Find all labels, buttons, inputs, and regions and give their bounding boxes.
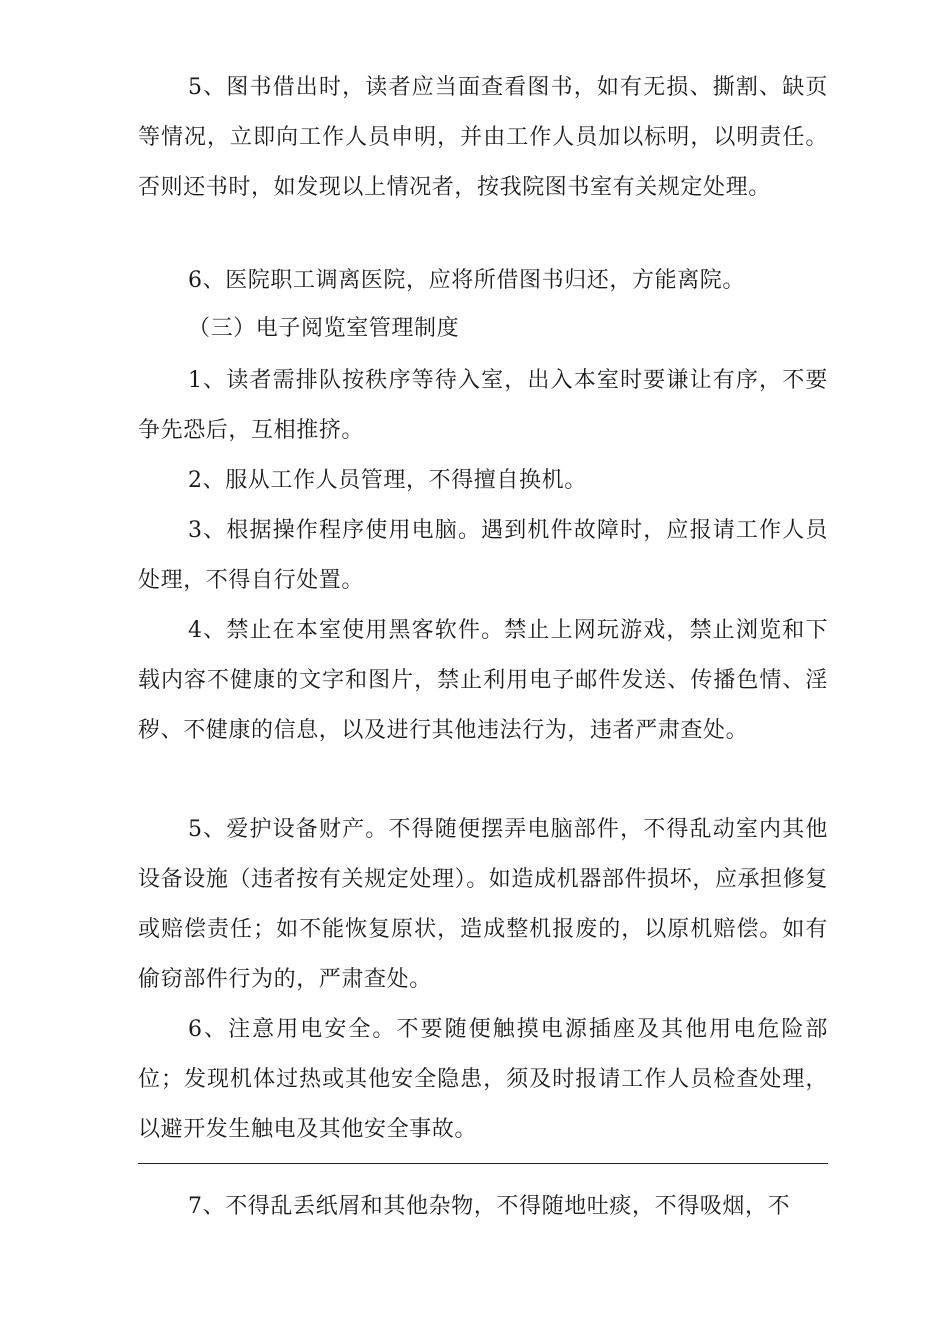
paragraph-protect-equipment: 5、爱护设备财产。不得随便摆弄电脑部件，不得乱动室内其他设备设施（违者按有关规定处理）。如造成机器部件损坏，应承担修复或赔偿责任；如不能恢复原状，造成整机报废的，以原机赔偿。如有偷窃部件行为的，严肃查处。 [138,817,828,992]
page-divider-line [138,1163,828,1164]
paragraph-electrical-safety: 6、注意用电安全。不要随便触摸电源插座及其他用电危险部位；发现机体过热或其他安全隐患，须及时报请工作人员检查处理，以避开发生触电及其他安全事故。 [138,1017,828,1142]
paragraph-staff-transfer-return: 6、医院职工调离医院，应将所借图书归还，方能离院。 [188,268,745,293]
paragraph-book-lending-inspection: 5、图书借出时，读者应当面查看图书，如有无损、撕割、缺页等情况，立即向工作人员申明，并由工作人员加以标明，以明责任。否则还书时，如发现以上情况者，按我院图书室有关规定处理。 [138,75,828,200]
paragraph-prohibitions: 4、禁止在本室使用黑客软件。禁止上网玩游戏，禁止浏览和下载内容不健康的文字和图片，禁止利用电子邮件发送、传播色情、淫秽、不健康的信息，以及进行其他违法行为，违者严肃查处。 [138,618,828,743]
paragraph-queue-order: 1、读者需排队按秩序等待入室，出入本室时要谦让有序，不要争先恐后，互相推挤。 [138,368,828,443]
paragraph-operation-procedure: 3、根据操作程序使用电脑。遇到机件故障时，应报请工作人员处理，不得自行处置。 [138,518,828,593]
paragraph-no-littering: 7、不得乱丢纸屑和其他杂物，不得随地吐痰，不得吸烟，不 [188,1194,791,1219]
paragraph-obey-staff: 2、服从工作人员管理，不得擅自换机。 [188,468,587,493]
section-heading-e-reading-room: （三）电子阅览室管理制度 [188,316,460,341]
